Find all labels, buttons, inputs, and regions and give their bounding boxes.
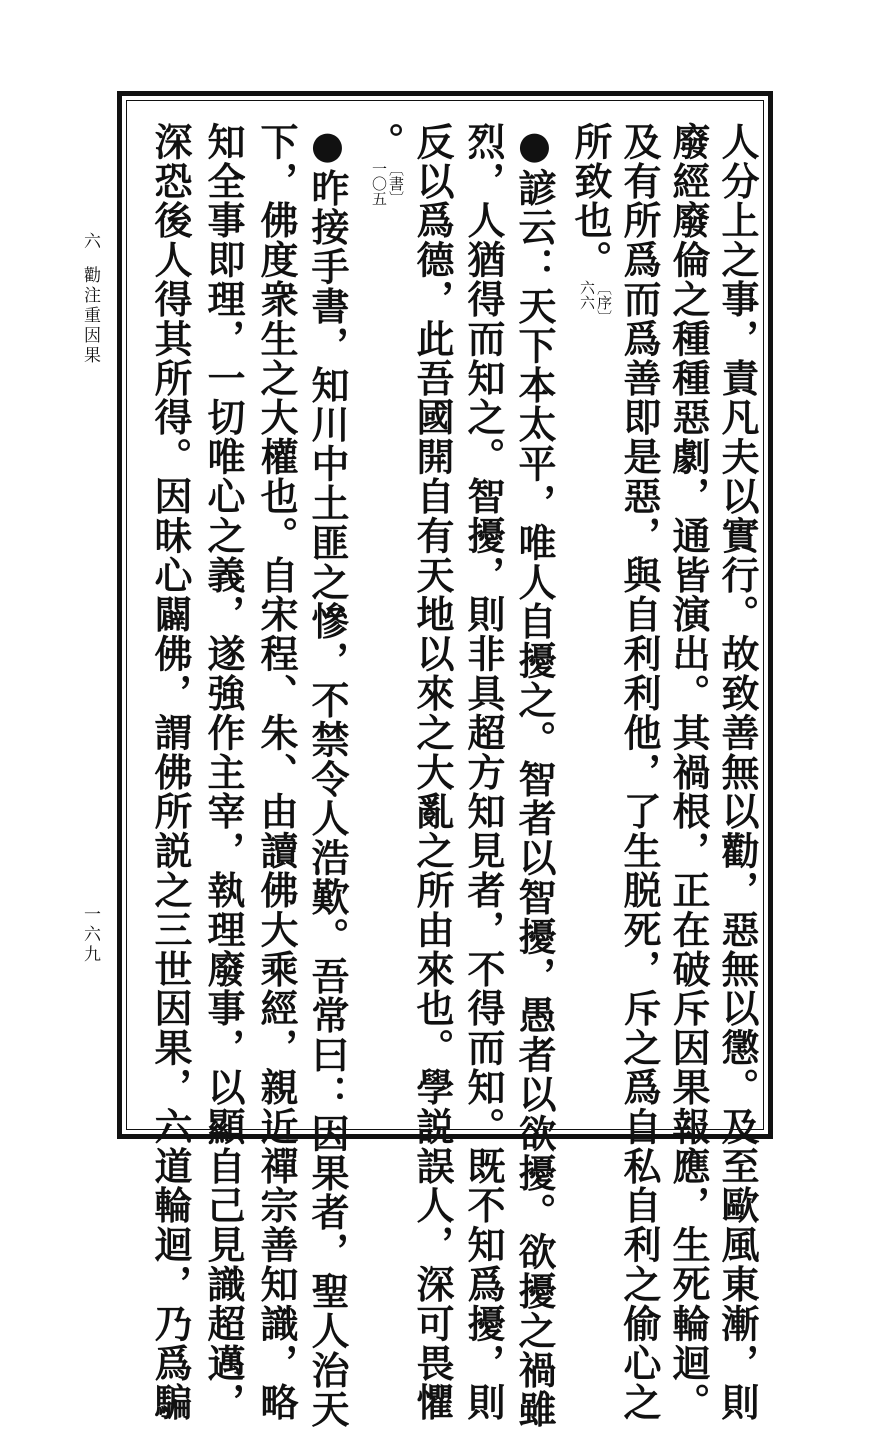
column-text: ●昨接手書，知川中土匪之慘，不禁令人浩歎。吾常曰：因果者，聖人治天	[305, 122, 350, 1429]
source-note	[370, 161, 404, 206]
source-note-line: 一〇五	[370, 161, 388, 207]
column-text: 。	[360, 122, 405, 162]
column-text: 下，佛度衆生之大權也。自宋程、朱、由讀佛大乘經，親近禪宗善知識，略	[254, 122, 299, 1423]
text-column	[201, 122, 245, 1422]
text-column	[360, 122, 404, 206]
text-column	[568, 122, 612, 325]
chapter-number: 六	[80, 232, 100, 252]
chapter-title: 勸注重因果	[80, 266, 100, 366]
column-text: ●諺云：天下本太平，唯人自擾之。智者以智擾，愚者以欲擾。欲擾之禍雖	[512, 122, 557, 1429]
text-column	[254, 122, 298, 1422]
text-column	[148, 122, 192, 1422]
column-text: 及有所爲而爲善即是惡，與自利利他，了生脱死，斥之爲自私自利之偷心之	[617, 122, 662, 1423]
text-column	[305, 122, 349, 1429]
text-column	[666, 122, 710, 1422]
column-text: 廢經廢倫之種種惡劇，通皆演出。其禍根，正在破斥因果報應，生死輪迴。	[666, 122, 711, 1423]
text-column	[715, 122, 759, 1422]
source-note-line: 〔書〕	[387, 161, 405, 207]
source-note	[578, 280, 612, 325]
text-column	[410, 122, 454, 1422]
column-text: 反以爲德，此吾國開自有天地以來之大亂之所由來也。學説誤人，深可畏懼	[410, 122, 455, 1423]
column-text: 深恐後人得其所得。因昧心闢佛，謂佛所説之三世因果，六道輪迴，乃爲騙	[148, 122, 193, 1423]
source-note-line: 六六	[578, 279, 596, 310]
source-note-line: 〔序〕	[595, 279, 613, 325]
text-column	[617, 122, 661, 1422]
column-text: 所致也。	[568, 122, 613, 280]
column-text: 烈，人猶得而知之。智擾，則非具超方知見者，不得而知。既不知爲擾，則	[461, 122, 506, 1423]
page-number: 一六九	[80, 905, 100, 965]
column-text: 人分上之事，責凡夫以實行。故致善無以勸，惡無以懲。及至歐風東漸，則	[715, 122, 760, 1423]
text-column	[461, 122, 505, 1422]
column-text: 知全事即理，一切唯心之義，遂強作主宰，執理廢事，以顯自己見識超邁，	[201, 122, 246, 1423]
text-column	[512, 122, 556, 1429]
